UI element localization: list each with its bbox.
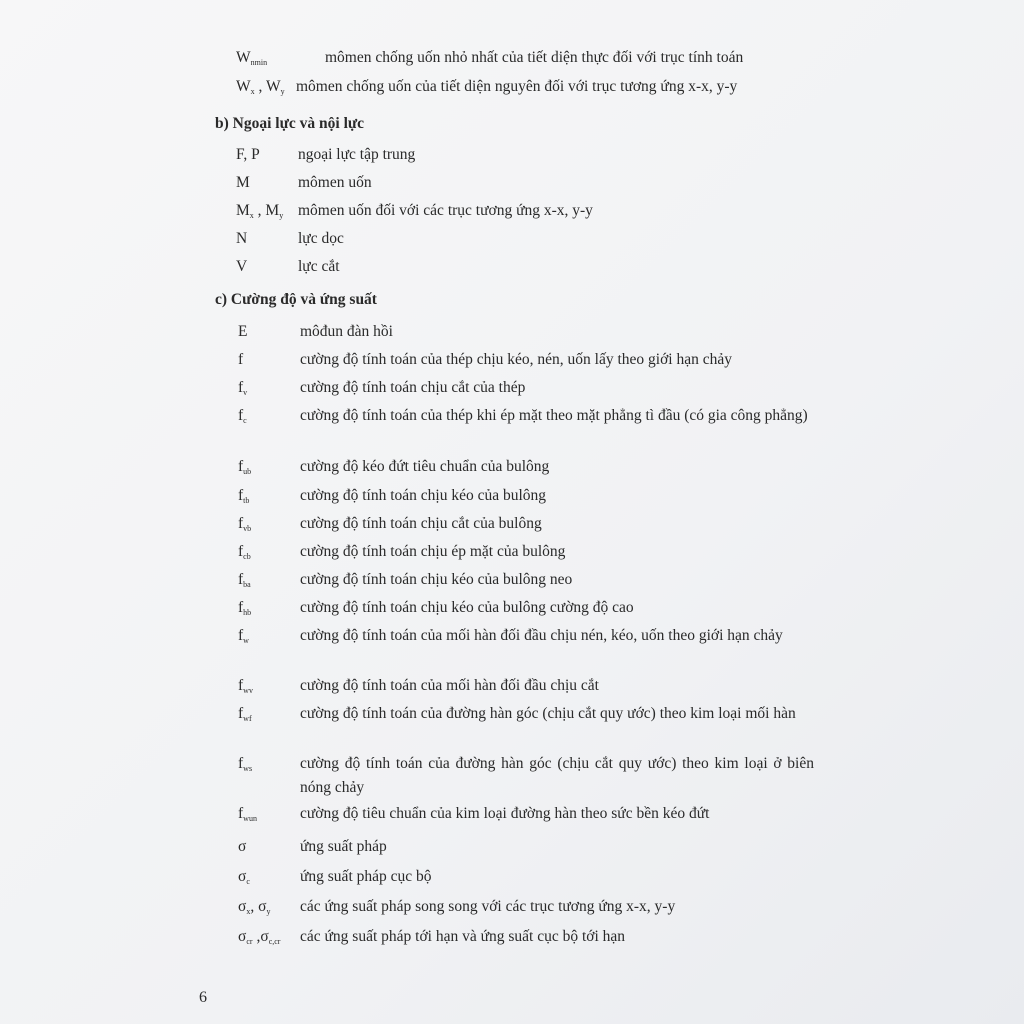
entry-symbol: $W_{nmin}$ [236, 49, 268, 67]
entry-description: cường độ tính toán chịu ép mặt của bulông [300, 543, 566, 560]
entry-symbol: $M_x$ , $M_y$ [236, 202, 284, 220]
entry-symbol: σ [238, 838, 247, 855]
entry-description: cường độ tính toán của thép khi ép mặt theo mặt phẳng tì đầu (có gia công phẳng) [300, 407, 808, 424]
entry-symbol: V [236, 258, 248, 275]
entry-description: cường độ tính toán của mối hàn đối đầu chịu nén, kéo, uốn theo giới hạn chảy [300, 627, 783, 644]
entry-symbol: $\sigma_x$, $\sigma_y$ [238, 898, 271, 916]
entry-description: cường độ tính toán của mối hàn đối đầu chịu cắt [300, 677, 599, 694]
entry-symbol: $f_{wun}$ [238, 805, 257, 823]
page-number: 6 [199, 989, 207, 1006]
entry-symbol: $f_v$ [238, 379, 248, 397]
entry-symbol: $W_x$ , $W_y$ [236, 78, 285, 96]
entry-description: cường độ tính toán của thép chịu kéo, nén, uốn lấy theo giới hạn chảy [300, 351, 732, 368]
entry-description: cường độ tính toán của đường hàn góc (chịu cắt quy ước) theo kim loại ở biên nóng chảy [300, 755, 814, 796]
entry-symbol: $f_{ba}$ [238, 571, 251, 589]
entry-symbol: $f_{tb}$ [238, 487, 250, 505]
entry-symbol: $f_{vb}$ [238, 515, 252, 533]
entry-symbol: E [238, 323, 248, 340]
entry-symbol: F, P [236, 146, 260, 163]
entry-description: mômen uốn [298, 174, 372, 191]
entry-symbol: $\sigma_{cr}$ $,\sigma_{c,cr}$ [238, 928, 281, 946]
entry-description: các ứng suất pháp song song với các trục tương ứng x-x, y-y [300, 898, 676, 915]
entry-description: môđun đàn hồi [300, 323, 393, 340]
entry-symbol: $f_w$ [238, 627, 249, 645]
entry-description: ứng suất pháp cục bộ [300, 868, 432, 885]
entry-symbol: $f_{wf}$ [238, 705, 252, 723]
entry-description: lực cắt [298, 258, 340, 275]
entry-description: cường độ tính toán chịu kéo của bulông cường độ cao [300, 599, 634, 616]
entry-symbol: $f_{hb}$ [238, 599, 252, 617]
entry-description: lực dọc [298, 230, 344, 247]
entry-symbol: N [236, 230, 248, 247]
entry-description: các ứng suất pháp tới hạn và ứng suất cục bộ tới hạn [300, 928, 626, 945]
entry-description: cường độ tính toán chịu kéo của bulông [300, 487, 547, 504]
entry-description: cường độ tính toán của đường hàn góc (chịu cắt quy ước) theo kim loại mối hàn [300, 705, 796, 722]
entry-description: cường độ tính toán chịu kéo của bulông neo [300, 571, 573, 588]
entry-description: ngoại lực tập trung [298, 146, 416, 163]
entry-description: cường độ kéo đứt tiêu chuẩn của bulông [300, 458, 550, 475]
entry-description: ứng suất pháp [300, 838, 387, 855]
entry-symbol: $f_c$ [238, 407, 247, 425]
entry-symbol: M [236, 174, 250, 191]
section-heading-b: b) Ngoại lực và nội lực [215, 115, 365, 132]
entry-symbol: $\sigma_c$ [238, 868, 250, 886]
entry-symbol: $f_{ub}$ [238, 458, 252, 476]
entry-description: cường độ tính toán chịu cắt của bulông [300, 515, 542, 532]
entry-description: cường độ tính toán chịu cắt của thép [300, 379, 526, 396]
entry-description: cường độ tiêu chuẩn của kim loại đường hàn theo sức bền kéo đứt [300, 805, 710, 822]
entry-symbol: $f_{wv}$ [238, 677, 253, 695]
entry-description: mômen chống uốn nhỏ nhất của tiết diện thực đối với trục tính toán [325, 49, 744, 66]
section-heading-c: c) Cường độ và ứng suất [215, 291, 377, 308]
entry-symbol: $f_{ws}$ [238, 755, 253, 773]
entry-description: mômen uốn đối với các trục tương ứng x-x, y-y [298, 202, 593, 219]
entry-symbol: $f_{cb}$ [238, 543, 251, 561]
entry-description: mômen chống uốn của tiết diện nguyên đối với trục tương ứng x-x, y-y [296, 78, 738, 95]
entry-symbol: f [238, 351, 244, 368]
